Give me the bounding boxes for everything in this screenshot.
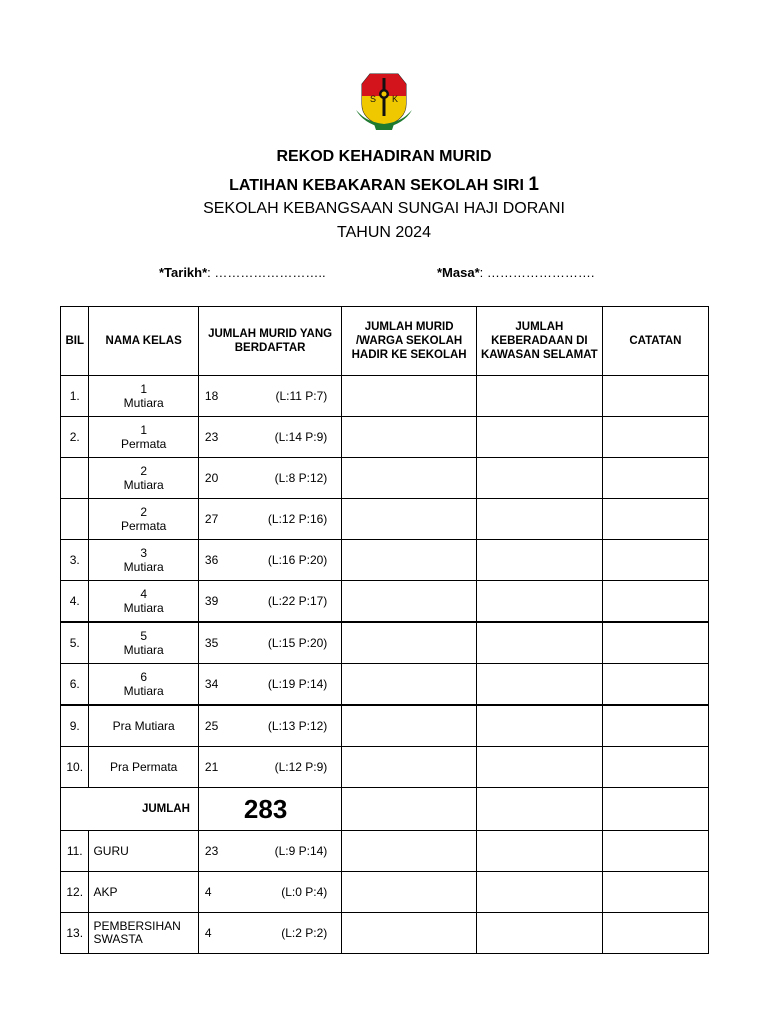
row-notes-input[interactable] xyxy=(602,540,708,581)
staff-group-name: GURU xyxy=(89,831,198,872)
row-present-input[interactable] xyxy=(342,622,477,664)
class-name: Pra Permata xyxy=(110,760,178,774)
row-safe-area-input[interactable] xyxy=(476,872,602,913)
staff-group-name: AKP xyxy=(89,872,198,913)
form-title: REKOD KEHADIRAN MURID xyxy=(276,148,492,165)
date-label: *Tarikh* xyxy=(159,265,208,280)
row-registered xyxy=(198,747,341,788)
total-row xyxy=(61,788,709,831)
total-present-input[interactable] xyxy=(342,788,477,831)
row-registered xyxy=(198,913,341,954)
registered-count xyxy=(203,677,337,691)
row-registered xyxy=(198,540,341,581)
staff-group-name: PEMBERSIHAN SWASTA xyxy=(89,913,198,954)
row-registered xyxy=(198,622,341,664)
count-gender: (L:15 P:20) xyxy=(267,636,328,650)
total-label: JUMLAH xyxy=(61,788,199,831)
row-class-name xyxy=(89,747,198,788)
class-name: Mutiara xyxy=(123,478,164,492)
class-level: 2 xyxy=(140,505,148,519)
header-kawasan-selamat: JUMLAH KEBERADAAN DI KAWASAN SELAMAT xyxy=(476,307,602,376)
row-notes-input[interactable] xyxy=(602,622,708,664)
count-total: 25 xyxy=(204,719,219,733)
svg-text:K: K xyxy=(392,94,399,104)
total-value: 283 xyxy=(198,788,341,831)
count-total: 20 xyxy=(204,471,219,485)
table-row xyxy=(61,622,709,664)
registered-count xyxy=(203,594,337,608)
row-present-input[interactable] xyxy=(342,705,477,747)
row-notes-input[interactable] xyxy=(602,747,708,788)
row-class-name xyxy=(89,376,198,417)
count-total: 4 xyxy=(204,926,212,940)
year-label: TAHUN 2024 xyxy=(337,224,431,241)
date-field[interactable] xyxy=(159,265,326,280)
row-present-input[interactable] xyxy=(342,540,477,581)
row-bil: 13. xyxy=(61,913,89,954)
row-safe-area-input[interactable] xyxy=(476,622,602,664)
series-number: 1 xyxy=(528,174,539,195)
row-present-input[interactable] xyxy=(342,747,477,788)
school-name: SEKOLAH KEBANGSAAN SUNGAI HAJI DORANI xyxy=(203,200,565,217)
header-bil: BIL xyxy=(61,307,89,376)
count-gender: (L:16 P:20) xyxy=(267,553,328,567)
row-bil: 3. xyxy=(61,540,89,581)
row-safe-area-input[interactable] xyxy=(476,417,602,458)
registered-count xyxy=(203,760,337,774)
table-row xyxy=(61,581,709,623)
count-gender: (L:22 P:17) xyxy=(267,594,328,608)
row-present-input[interactable] xyxy=(342,664,477,706)
svg-text:S: S xyxy=(370,94,377,104)
count-gender: (L:9 P:14) xyxy=(274,844,328,858)
row-safe-area-input[interactable] xyxy=(476,499,602,540)
row-safe-area-input[interactable] xyxy=(476,913,602,954)
class-name: Mutiara xyxy=(123,601,164,615)
row-notes-input[interactable] xyxy=(602,417,708,458)
row-present-input[interactable] xyxy=(342,581,477,623)
count-total: 27 xyxy=(204,512,219,526)
row-registered xyxy=(198,417,341,458)
row-registered xyxy=(198,458,341,499)
staff-row xyxy=(61,872,709,913)
row-present-input[interactable] xyxy=(342,831,477,872)
row-bil: 12. xyxy=(61,872,89,913)
row-present-input[interactable] xyxy=(342,499,477,540)
row-present-input[interactable] xyxy=(342,872,477,913)
row-class-name xyxy=(89,417,198,458)
row-bil: 11. xyxy=(61,831,89,872)
total-safe-area-input[interactable] xyxy=(476,788,602,831)
class-level: 5 xyxy=(140,629,148,643)
class-name: Mutiara xyxy=(123,560,164,574)
time-value: : ……………………. xyxy=(479,265,595,280)
registered-count xyxy=(203,844,337,858)
class-name: Mutiara xyxy=(123,643,164,657)
subtitle-text: LATIHAN KEBAKARAN SEKOLAH SIRI xyxy=(229,177,529,194)
count-gender: (L:2 P:2) xyxy=(281,926,328,940)
count-total: 39 xyxy=(204,594,219,608)
class-level: 4 xyxy=(140,587,148,601)
row-bil: 10. xyxy=(61,747,89,788)
count-gender: (L:8 P:12) xyxy=(274,471,328,485)
date-value: : …………………….. xyxy=(207,265,326,280)
count-gender: (L:12 P:16) xyxy=(267,512,328,526)
class-name: Mutiara xyxy=(123,396,164,410)
class-level: 1 xyxy=(140,382,148,396)
row-notes-input[interactable] xyxy=(602,831,708,872)
form-subtitle xyxy=(0,174,768,196)
row-safe-area-input[interactable] xyxy=(476,540,602,581)
registered-count xyxy=(203,553,337,567)
row-safe-area-input[interactable] xyxy=(476,664,602,706)
row-registered xyxy=(198,705,341,747)
row-registered xyxy=(198,499,341,540)
count-total: 23 xyxy=(204,844,219,858)
row-registered xyxy=(198,872,341,913)
header-catatan: CATATAN xyxy=(602,307,708,376)
row-class-name xyxy=(89,581,198,623)
table-row xyxy=(61,664,709,706)
header-nama-kelas: NAMA KELAS xyxy=(89,307,198,376)
time-label: *Masa* xyxy=(437,265,480,280)
row-safe-area-input[interactable] xyxy=(476,705,602,747)
count-gender: (L:11 P:7) xyxy=(275,389,328,403)
row-registered xyxy=(198,831,341,872)
count-gender: (L:19 P:14) xyxy=(267,677,328,691)
class-name: Pra Mutiara xyxy=(112,719,175,733)
registered-count xyxy=(203,512,337,526)
row-safe-area-input[interactable] xyxy=(476,376,602,417)
registered-count xyxy=(203,636,337,650)
count-total: 23 xyxy=(204,430,219,444)
row-notes-input[interactable] xyxy=(602,458,708,499)
row-notes-input[interactable] xyxy=(602,581,708,623)
row-bil: 6. xyxy=(61,664,89,706)
registered-count xyxy=(203,389,337,403)
row-registered xyxy=(198,664,341,706)
row-registered xyxy=(198,581,341,623)
registered-count xyxy=(203,430,337,444)
table-row xyxy=(61,417,709,458)
table-row xyxy=(61,499,709,540)
row-bil xyxy=(61,458,89,499)
count-total: 36 xyxy=(204,553,219,567)
row-present-input[interactable] xyxy=(342,458,477,499)
class-level: 6 xyxy=(140,670,148,684)
count-total: 21 xyxy=(204,760,219,774)
class-level: 1 xyxy=(140,423,148,437)
row-safe-area-input[interactable] xyxy=(476,831,602,872)
count-gender: (L:12 P:9) xyxy=(274,760,328,774)
class-name: Permata xyxy=(121,519,167,533)
row-class-name xyxy=(89,705,198,747)
table-row xyxy=(61,705,709,747)
count-total: 18 xyxy=(204,389,219,403)
count-total: 35 xyxy=(204,636,219,650)
row-bil: 1. xyxy=(61,376,89,417)
row-class-name xyxy=(89,664,198,706)
registered-count xyxy=(203,471,337,485)
row-notes-input[interactable] xyxy=(602,872,708,913)
class-level: 3 xyxy=(140,546,148,560)
row-notes-input[interactable] xyxy=(602,499,708,540)
row-present-input[interactable] xyxy=(342,376,477,417)
row-safe-area-input[interactable] xyxy=(476,747,602,788)
table-row xyxy=(61,376,709,417)
row-present-input[interactable] xyxy=(342,417,477,458)
registered-count xyxy=(203,885,337,899)
attendance-table xyxy=(60,306,709,954)
count-total: 34 xyxy=(204,677,219,691)
school-crest-logo xyxy=(352,70,416,132)
header-jumlah-hadir: JUMLAH MURID /WARGA SEKOLAH HADIR KE SEKOLAH xyxy=(342,307,477,376)
total-notes-input[interactable] xyxy=(602,788,708,831)
time-field[interactable] xyxy=(437,265,594,280)
registered-count xyxy=(203,719,337,733)
staff-row xyxy=(61,831,709,872)
class-level: 2 xyxy=(140,464,148,478)
row-bil xyxy=(61,499,89,540)
class-name: Permata xyxy=(121,437,167,451)
count-gender: (L:13 P:12) xyxy=(267,719,328,733)
row-bil: 9. xyxy=(61,705,89,747)
row-registered xyxy=(198,376,341,417)
row-present-input[interactable] xyxy=(342,913,477,954)
row-safe-area-input[interactable] xyxy=(476,458,602,499)
row-notes-input[interactable] xyxy=(602,913,708,954)
table-row xyxy=(61,747,709,788)
table-row xyxy=(61,540,709,581)
staff-row xyxy=(61,913,709,954)
header-jumlah-berdaftar: JUMLAH MURID YANG BERDAFTAR xyxy=(198,307,341,376)
count-gender: (L:0 P:4) xyxy=(281,885,328,899)
row-notes-input[interactable] xyxy=(602,664,708,706)
row-class-name xyxy=(89,499,198,540)
count-total: 4 xyxy=(204,885,212,899)
row-bil: 5. xyxy=(61,622,89,664)
registered-count xyxy=(203,926,337,940)
row-notes-input[interactable] xyxy=(602,705,708,747)
table-row xyxy=(61,458,709,499)
row-class-name xyxy=(89,458,198,499)
row-safe-area-input[interactable] xyxy=(476,581,602,623)
row-bil: 4. xyxy=(61,581,89,623)
row-class-name xyxy=(89,540,198,581)
count-gender: (L:14 P:9) xyxy=(274,430,328,444)
row-notes-input[interactable] xyxy=(602,376,708,417)
class-name: Mutiara xyxy=(123,684,164,698)
row-bil: 2. xyxy=(61,417,89,458)
row-class-name xyxy=(89,622,198,664)
